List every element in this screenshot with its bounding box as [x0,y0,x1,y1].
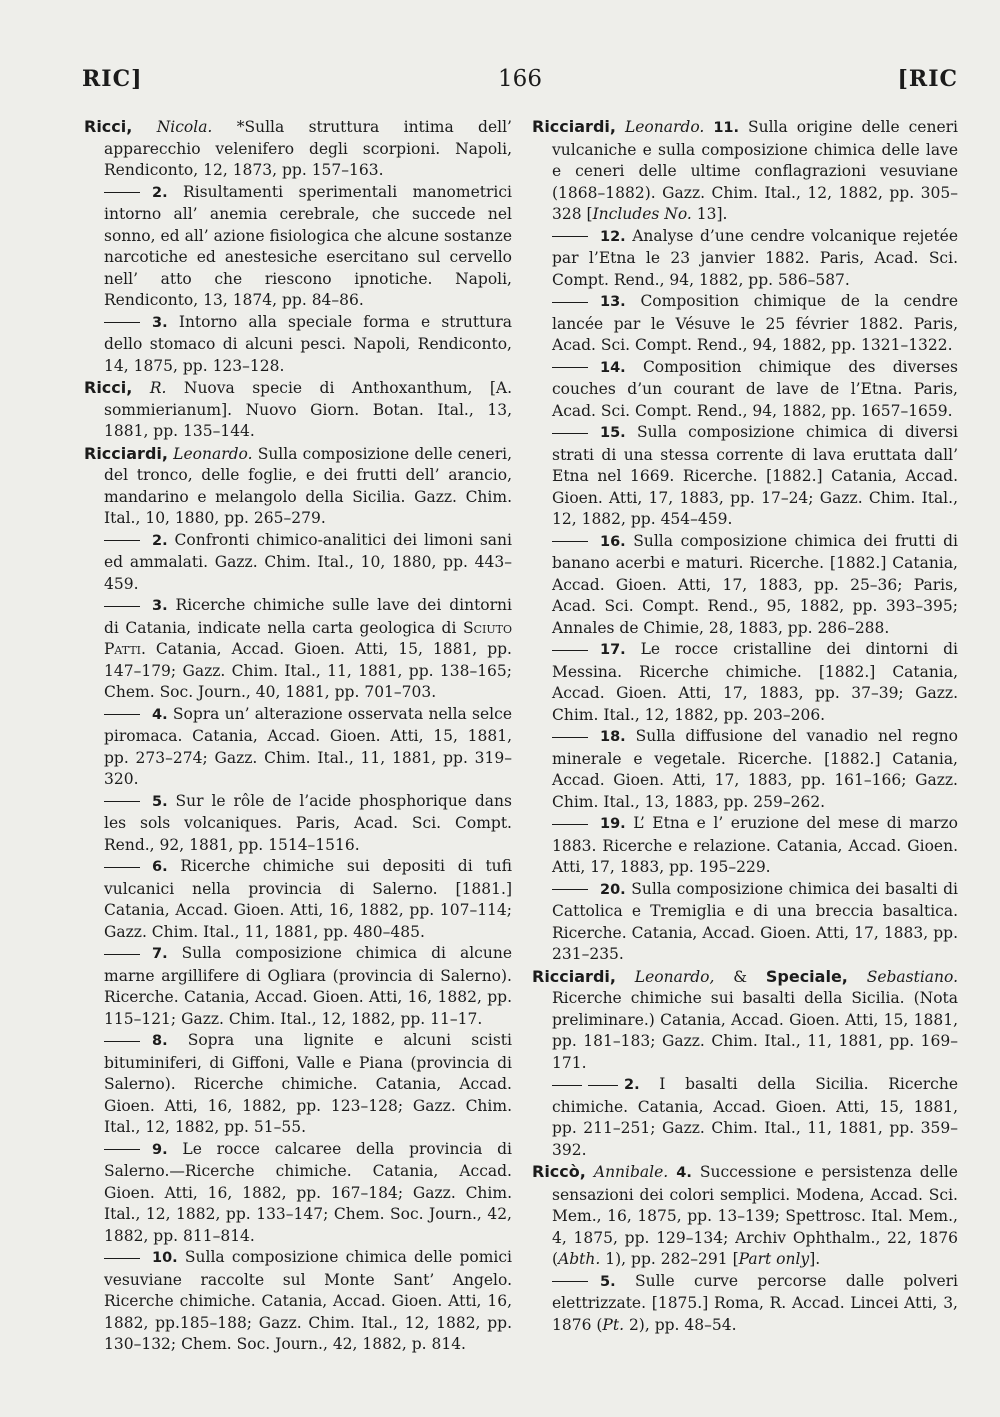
bib-entry [84,443,512,530]
ditto-dash [552,302,588,303]
entry-given-name: Leonardo. [624,118,705,136]
running-header [82,66,958,106]
entry-number: 8. [152,1033,168,1049]
entry-text: . Catania, Accad. Gioen. Atti, 15, 1881, pp. 147–179; Gazz. Chim. Ital., 11, 1881, pp. 138–165; Chem. Soc. Journ., 40, 1881, pp. 701–703. [104,640,512,701]
entry-coauthor-given-name: Sebastiano. [866,967,959,986]
entry-text: Le rocce cristalline dei dintorni di Messina. Ricerche chimiche. [1882.] Catania, Accad. Gioen. Atti, 17, 1883, pp. 37–39; Gazz. Chim. Ital., 12, 1882, pp. 203–206. [552,640,958,724]
ditto-dash [104,1258,140,1259]
entry-number: 2. [152,184,168,201]
ditto-dash [104,192,140,193]
entry-text: 13]. [691,205,728,223]
ditto-dash [552,889,588,890]
ditto-dash [552,1085,582,1086]
bib-entry [84,312,512,378]
ditto-dash [552,824,588,825]
bib-entry [84,791,512,857]
entry-author: Ricciardi, [532,117,616,136]
entry-text: Sulla composizione chimica delle pomici vesuviane raccolte sul Monte Sant’ Angelo. Ricerche chimiche. Catania, Accad. Gioen. Atti, 16, 1882, pp.185–188; Gazz. Chim. Ital., 12, 1882, pp. 130–132; Chem. Soc. Journ., 42, 1882, p. 814. [104,1248,512,1353]
bib-entry [532,291,958,357]
entry-given-name: Leonardo, [634,967,715,986]
entry-number: 16. [600,533,626,550]
bib-entry [84,856,512,943]
entry-text: Analyse d’une cendre volcanique rejetée par l’Etna le 23 janvier 1882. Paris, Acad. Sci. Compt. Rend., 94, 1882, pp. 586–587. [552,226,958,289]
page-number: 166 [498,66,542,92]
entry-text: Ricerche chimiche sui basalti della Sicilia. (Nota preliminare.) Catania, Accad. Gioen. Atti, 15, 1881, pp. 181–183; Gazz. Chim. Ital., 11, 1881, pp. 169–171. [552,989,958,1072]
entry-text: Sulla composizione chimica dei frutti di banano acerbi e maturi. Ricerche. [1882.] Catania, Accad. Gioen. Atti, 17, 1883, pp. 25–36; Paris, Acad. Sci. Compt. Rend., 95, 1882, pp. 393–395; Annales de Chimie, 28, 1883, pp. 286–288. [552,531,958,637]
bib-entry [84,1139,512,1248]
bib-entry [532,531,958,640]
entry-text: L’ Etna e l’ eruzione del mese di marzo 1883. Ricerche e relazione. Catania, Accad. Gioen. Atti, 17, 1883, pp. 195–229. [552,814,958,876]
bib-entry [84,116,512,182]
entry-coauthor: Speciale, [765,966,848,986]
ditto-dash [552,650,588,651]
entry-given-name: Annibale. [593,1163,669,1181]
entry-given-name: R. [149,379,167,397]
entry-text: Le rocce calcaree della provincia di Salerno.—Ricerche chimiche. Catania, Accad. Gioen. Atti, 16, 1882, pp. 167–184; Gazz. Chim. Ital., 12, 1882, pp. 133–147; Chem. Soc. Journ., 42, 1882, pp. 811–814. [104,1139,512,1245]
entry-text: 2), pp. 48–54. [624,1315,737,1334]
right-column [532,116,958,1336]
ditto-dash [104,867,140,868]
entry-text: Sulla diffusione del vanadio nel regno minerale e vegetale. Ricerche. [1882.] Catania, Accad. Gioen. Atti, 17, 1883, pp. 161–166; Gazz. Chim. Ital., 13, 1883, pp. 259–262. [552,727,958,811]
entry-text: Sulla composizione chimica dei basalti di Cattolica e Tremiglia e di una breccia basaltica. Ricerche. Catania, Accad. Gioen. Atti, 17, 1883, pp. 231–235. [552,879,958,963]
ditto-dash [104,1041,140,1042]
ditto-dash [552,236,588,237]
entry-number: 15. [600,425,626,441]
bib-entry [532,813,958,879]
ditto-dash [104,606,140,607]
entry-author: Ricci, [84,378,133,397]
entry-text: Ricerche chimiche sulle lave dei dintorni di Catania, indicate nella carta geologica di [104,596,512,637]
entry-number: 18. [600,729,626,745]
entry-number: 11. [713,120,739,136]
ditto-dash [552,541,588,542]
entry-author: Ricciardi, [532,966,616,986]
entry-number: 7. [152,946,168,962]
bib-entry [532,1161,958,1271]
entry-text: Composition chimique de la cendre lancée par le Vésuve le 25 février 1882. Paris, Acad. Sci. Compt. Rend., 94, 1882, pp. 1321–1322. [552,292,958,354]
entry-number: 10. [152,1250,178,1266]
bib-entry [84,595,512,704]
entry-text: Composition chimique des diverses couches d’un courant de lave de l’Etna. Paris, Acad. Sci. Compt. Rend., 94, 1882, pp. 1657–1659. [552,357,958,420]
ditto-dash [104,954,140,955]
entry-number: 9. [152,1141,168,1158]
entry-number: 4. [152,706,168,723]
entry-italic-note: Abth. [558,1250,601,1268]
entry-text: Sulla origine delle ceneri vulcaniche e sulla composizione chimica delle lave e ceneri delle ultime conflagrazioni vesuviane (1868–1882). Gazz. Chim. Ital., 12, 1882, pp. 305–328 [ [552,118,958,223]
ditto-dash [104,322,140,323]
entry-text: Ricerche chimiche sui depositi di tufi vulcanici nella provincia di Salerno. [1881.] Catania, Accad. Gioen. Atti, 16, 1882, pp. 107–114; Gazz. Chim. Ital., 11, 1881, pp. 480–485. [104,857,512,941]
ditto-dash [588,1085,618,1086]
entry-text: Sulla composizione delle ceneri, del tronco, delle foglie, e dei frutti dell’ arancio, mandarino e melangolo della Sicilia. Gazz. Chim. Ital., 10, 1880, pp. 265–279. [104,444,513,527]
bib-entry [532,879,958,966]
entry-number: 17. [600,642,626,658]
entry-text: Intorno alla speciale forma e struttura dello stomaco di alcuni pesci. Napoli, Rendiconto, 14, 1875, pp. 123–128. [104,312,512,375]
bib-entry [84,530,512,596]
entry-number: 14. [600,359,626,376]
bib-entry [84,943,512,1030]
bib-entry [532,226,958,292]
entry-author: Ricci, [84,117,133,136]
ditto-dash [552,737,588,738]
entry-number: 19. [600,816,626,832]
bib-entry [532,1074,958,1161]
entry-number: 12. [600,228,626,245]
header-left-keyword: RIC] [82,66,143,92]
ditto-dash [104,540,140,541]
entry-number: 5. [152,793,168,810]
bib-entry [84,377,512,443]
entry-text: 1), pp. 282–291 [ [600,1250,739,1268]
entry-number: 3. [152,598,168,614]
entry-text: Successione e persistenza delle sensazioni dei colori semplici. Modena, Accad. Sci. Mem., 16, 1875, pp. 13–139; Spettrosc. Ital. Mem., 4, 1875, pp. 129–134; Archiv Ophthalm., 22, 1876 ( [552,1163,958,1268]
entry-italic-note: Pt. [602,1315,625,1334]
ditto-dash [104,1149,140,1150]
entry-number: 6. [152,859,168,875]
entry-author: Ricciardi, [84,443,168,463]
bib-entry [532,1271,958,1337]
entry-number: 4. [676,1165,692,1181]
header-right-keyword: [RIC [897,66,958,92]
left-column [84,116,512,1356]
entry-text: Risultamenti sperimentali manometrici intorno all’ anemia cerebrale, che succede nel sonno, ed all’ azione fisiologica che alcune sostanze narcotiche ed anestesiche esercitano sul cervello nell’ atto che riescono ipnotiche. Napoli, Rendiconto, 13, 1874, pp. 84–86. [104,182,512,309]
bib-entry [84,704,512,791]
entry-number: 5. [600,1273,616,1290]
entry-text: I basalti della Sicilia. Ricerche chimiche. Catania, Accad. Gioen. Atti, 15, 1881, pp. 211–251; Gazz. Chim. Ital., 11, 1881, pp. 359–392. [552,1075,958,1159]
ditto-dash [552,1281,588,1282]
entry-text: Confronti chimico-analitici dei limoni sani ed ammalati. Gazz. Chim. Ital., 10, 1880, pp. 443–459. [104,530,512,593]
bib-entry [84,182,512,312]
entry-text: Sur le rôle de l’acide phosphorique dans les sols volcaniques. Paris, Acad. Sci. Compt. Rend., 92, 1881, pp. 1514–1516. [104,791,512,854]
entry-author: Riccò, [532,1162,586,1181]
entry-smallcaps-name: Sciuto Patti [104,618,512,658]
bib-entry [84,1030,512,1139]
bib-entry [532,422,958,531]
entry-number: 2. [624,1077,640,1093]
bib-entry [532,639,958,726]
entry-text: Sopra un’ alterazione osservata nella selce piromaca. Catania, Accad. Gioen. Atti, 15, 1881, pp. 273–274; Gazz. Chim. Ital., 11, 1881, pp. 319–320. [104,704,512,788]
bib-entry [84,1247,512,1356]
entry-text: Nuova specie di Anthoxanthum, [A. sommierianum]. Nuovo Giorn. Botan. Ital., 13, 1881, pp. 135–144. [104,379,512,440]
entry-text: Sulle curve percorse dalle polveri elettrizzate. [1875.] Roma, R. Accad. Lincei Atti, 3, 1876 ( [552,1271,958,1334]
bib-entry [532,357,958,423]
ditto-dash [552,367,588,368]
bib-entry [532,726,958,813]
entry-text: Sopra una lignite e alcuni scisti bituminiferi, di Giffoni, Valle e Piana (provincia di Salerno). Ricerche chimiche. Catania, Accad. Gioen. Atti, 16, 1882, pp. 123–128; Gazz. Chim. Ital., 12, 1882, pp. 51–55. [104,1031,512,1136]
entry-given-name: Leonardo. [173,444,253,463]
bib-entry [532,966,958,1075]
entry-text: *Sulla struttura intima dell’ apparecchio velenifero degli scorpioni. Napoli, Rendiconto, 12, 1873, pp. 157–163. [104,118,512,179]
entry-number: 2. [152,532,168,549]
bib-entry [532,116,958,226]
ditto-dash [104,714,140,715]
entry-given-name: Nicola. [156,118,213,136]
ditto-dash [552,433,588,434]
entry-ampersand: & [714,967,766,986]
ditto-dash [104,801,140,802]
entry-italic-note: Includes No. [592,205,692,223]
entry-text: ]. [809,1250,821,1268]
entry-italic-note: Part only [738,1250,810,1268]
entry-number: 3. [152,314,168,331]
entry-number: 13. [600,294,626,310]
entry-number: 20. [600,881,626,898]
entry-text: Sulla composizione chimica di alcune marne argillifere di Ogliara (provincia di Salerno). Ricerche. Catania, Accad. Gioen. Atti, 16, 1882, pp. 115–121; Gazz. Chim. Ital., 12, 1882, pp. 11–17. [104,944,512,1028]
entry-text: Sulla composizione chimica di diversi strati di una stessa corrente di lava eruttata dall’ Etna nel 1669. Ricerche. [1882.] Catania, Accad. Gioen. Atti, 17, 1883, pp. 17–24; Gazz. Chim. Ital., 12, 1882, pp. 454–459. [552,423,958,528]
